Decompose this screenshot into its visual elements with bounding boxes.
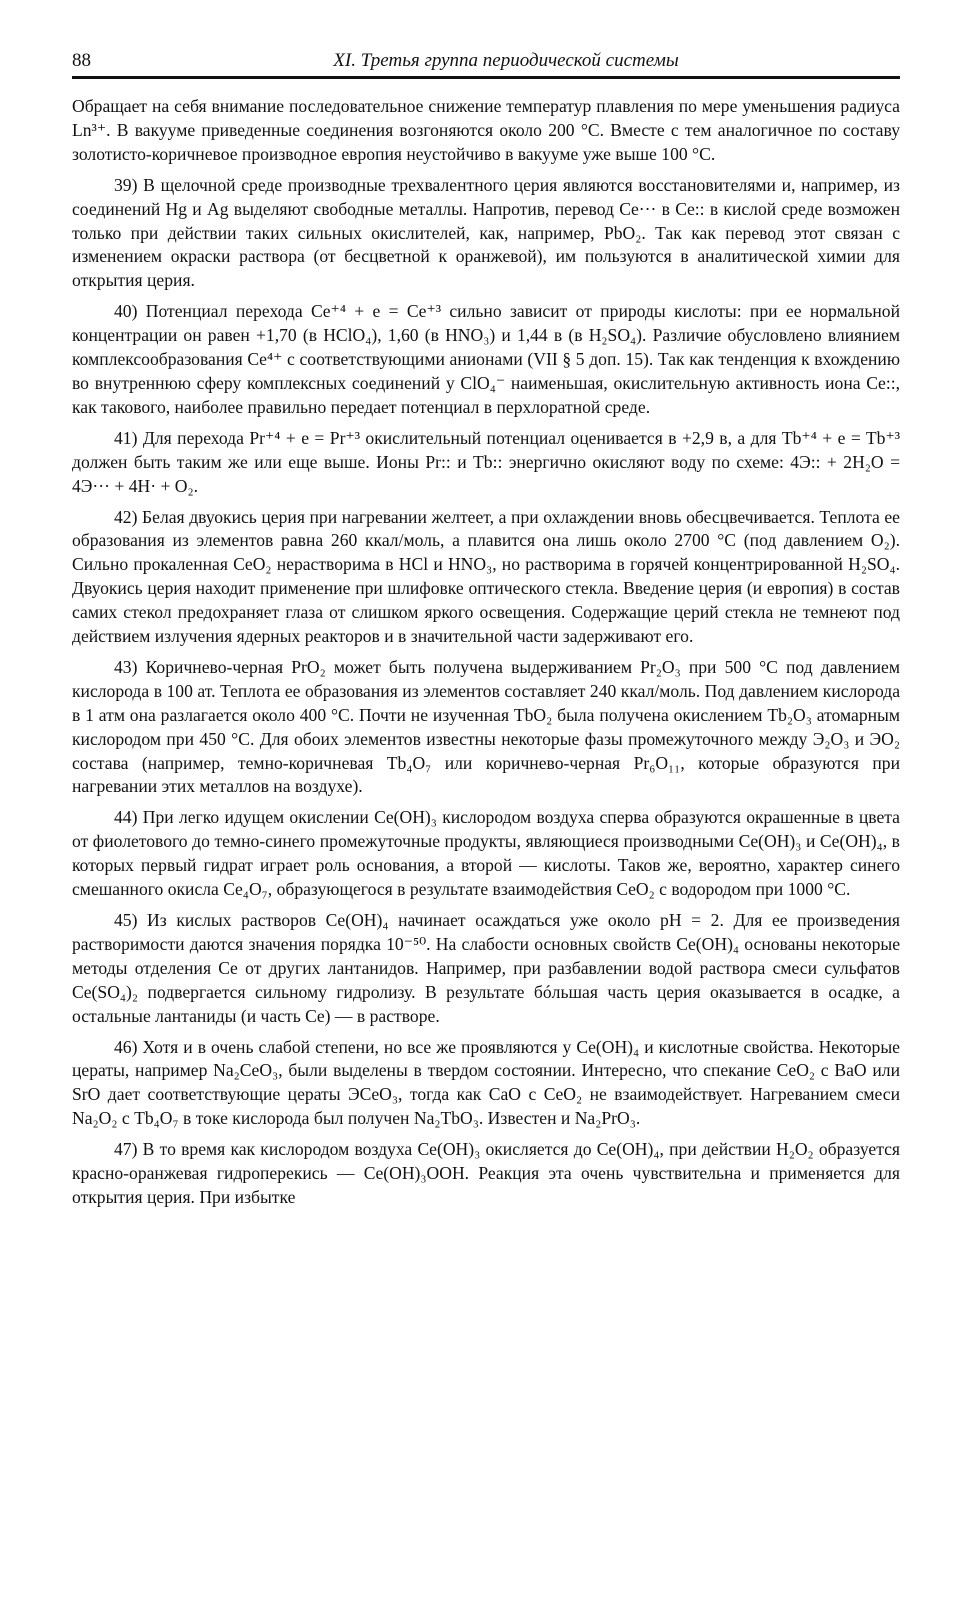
paragraph-39: 39) В щелочной среде производные трехвалентного церия являются восстановителями и, например, из соединений Hg и Ag выделяют свободные металлы. Напротив, перевод Ce··· в Ce:: в кислой среде возможен только при действии таких сильных окислителей, как, например, PbO₂. Так как перевод этот связан с изменением окраски раствора (от бесцветной к оранжевой), им пользуются в аналитической химии для открытия церия. xyxy=(72,174,900,291)
paragraph-continuation: Обращает на себя внимание последовательное снижение температур плавления по мере уменьшения радиуса Ln³⁺. В вакууме приведенные соединения возгоняются около 200 °С. Вместе с тем аналогичное по составу золотисто-коричневое производное европия неустойчиво в вакууме уже выше 100 °С. xyxy=(72,96,900,164)
paragraph-41: 41) Для перехода Pr⁺⁴ + e = Pr⁺³ окислительный потенциал оценивается в +2,9 в, а для Tb⁺⁴ + e = Tb⁺³ должен быть таким же или еще выше. Ионы Pr:: и Tb:: энергично окисляют воду по схеме: 4Э:: + 2H₂O = 4Э··· + 4H· + O₂. xyxy=(72,427,900,496)
paragraph-46: 46) Хотя и в очень слабой степени, но все же проявляются у Ce(OH)₄ и кислотные свойства. Некоторые цераты, например Na₂CeO₃, были выделены в твердом состоянии. Интересно, что спекание CeO₂ с BaO или SrO дает соответствующие цераты ЭCeO₃, тогда как CaO с CeO₂ не взаимодействует. Нагреванием смеси Na₂O₂ с Tb₄O₇ в токе кислорода был получен Na₂TbO₃. Известен и Na₂PrO₃. xyxy=(72,1036,900,1129)
paragraph-45: 45) Из кислых растворов Ce(OH)₄ начинает осаждаться уже около pH = 2. Для ее произведения растворимости даются значения порядка 10⁻⁵⁰. На слабости основных свойств Ce(OH)₄ основаны некоторые методы отделения Ce от других лантанидов. Например, при разбавлении водой раствора смеси сульфатов Ce(SO₄)₂ подвергается сильному гидролизу. В результате бóльшая часть церия оказывается в осадке, а остальные лантаниды (и часть Ce) — в растворе. xyxy=(72,910,900,1026)
paragraph-47: 47) В то время как кислородом воздуха Ce(OH)₃ окисляется до Ce(OH)₄, при действии H₂O₂ образуется красно-оранжевая гидроперекись — Ce(OH)₃OOH. Реакция эта очень чувствительна и применяется для открытия церия. При избытке xyxy=(72,1139,900,1207)
paragraph-40: 40) Потенциал перехода Ce⁺⁴ + e = Ce⁺³ сильно зависит от природы кислоты: при ее нормальной концентрации он равен +1,70 (в HClO₄), 1,60 (в HNO₃) и 1,44 в (в H₂SO₄). Различие обусловлено влиянием комплексообразования Ce⁴⁺ с соответствующими анионами (VII § 5 доп. 15). Так как тенденция к вхождению во внутреннюю сферу комплексных соединений у ClO₄⁻ наименьшая, окислительную активность иона Ce::, как такового, наиболее правильно передает потенциал в перхлоратной среде. xyxy=(72,301,900,417)
paragraph-44: 44) При легко идущем окислении Ce(OH)₃ кислородом воздуха сперва образуются окрашенные в цвета от фиолетового до темно-синего промежуточные продукты, являющиеся производными Ce(OH)₃ и Ce(OH)₄, в которых первый гидрат играет роль основания, а второй — кислоты. Таков же, вероятно, характер синего смешанного окисла Ce₄O₇, образующегося в результате взаимодействия CeO₂ с водородом при 1000 °С. xyxy=(72,807,900,900)
paragraph-42: 42) Белая двуокись церия при нагревании желтеет, а при охлаждении вновь обесцвечивается. Теплота ее образования из элементов равна 260 ккал/моль, а плавится она лишь около 2700 °С (под давлением O₂). Сильно прокаленная CeO₂ нерастворима в HCl и HNO₃, но растворима в горячей концентрированной H₂SO₄. Двуокись церия находит применение при шлифовке оптического стекла. Введение церия (и европия) в состав самих стекол предохраняет глаза от слишком яркого освещения. Содержащие церий стекла не темнеют под действием излучения ядерных реакторов и в значительной части задерживают его. xyxy=(72,506,900,647)
running-title: XI. Третья группа периодической системы xyxy=(333,50,679,71)
page-header xyxy=(72,46,900,79)
paragraph-43: 43) Коричнево-черная PrO₂ может быть получена выдерживанием Pr₂O₃ при 500 °С под давлением кислорода в 100 ат. Теплота ее образования из элементов составляет 240 ккал/моль. Под давлением кислорода в 1 атм она разлагается около 400 °С. Почти не изученная TbO₂ была получена окислением Tb₂O₃ атомарным кислородом при 450 °С. Для обоих элементов известны некоторые фазы промежуточного между Э₂O₃ и ЭO₂ состава (например, темно-коричневая Tb₄O₇ или коричнево-черная Pr₆O₁₁, которые образуются при нагревании этих металлов на воздухе). xyxy=(72,656,900,797)
page-body xyxy=(72,95,900,1210)
page-number: 88 xyxy=(72,50,91,71)
